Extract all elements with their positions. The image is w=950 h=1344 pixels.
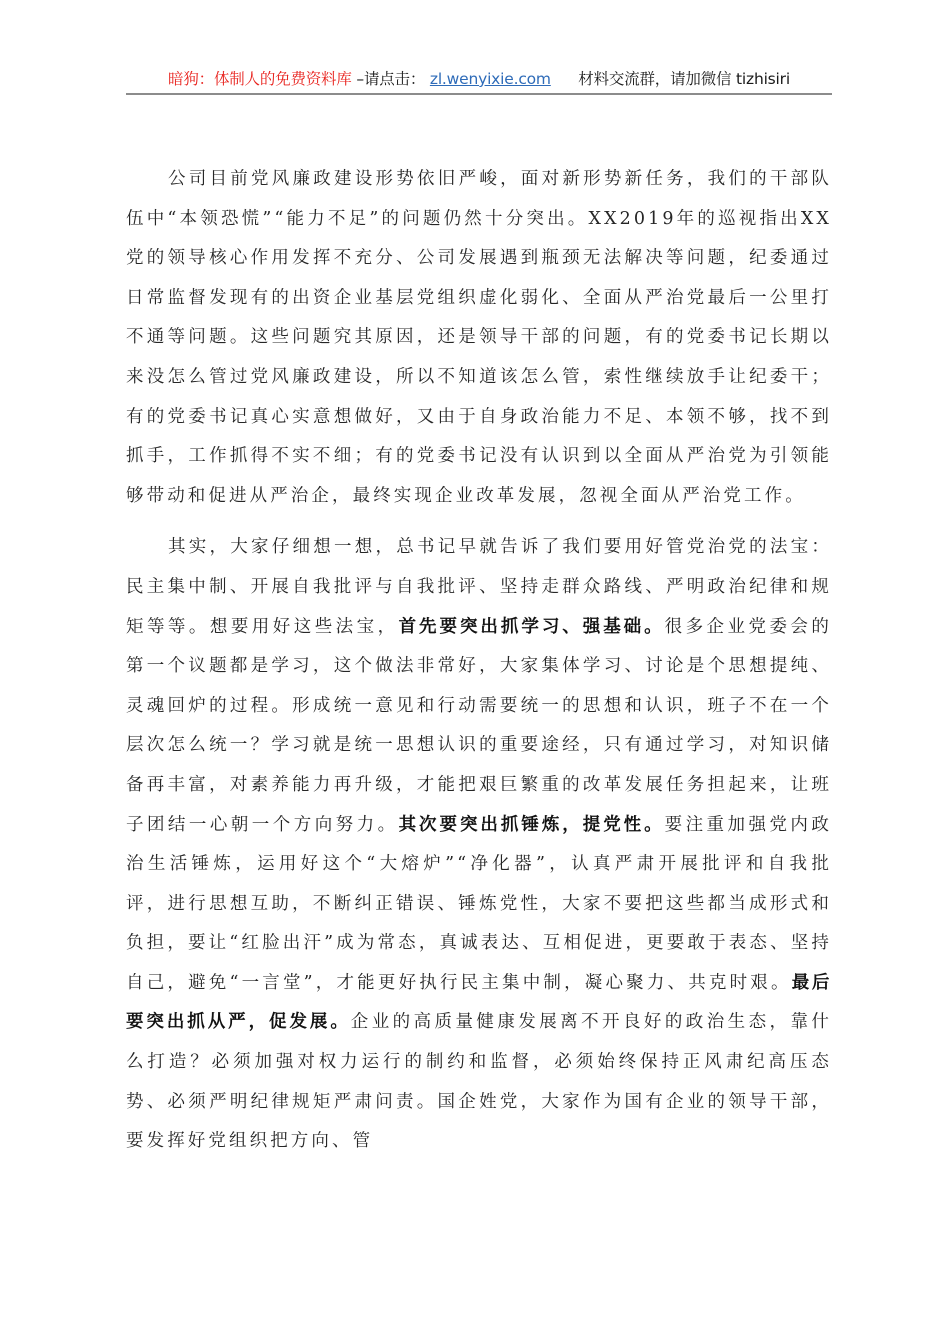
paragraph-2-text-d: 企业的高质量健康发展离不开良好的政治生态，靠什么打造？必须加强对权力运行的制约和监督，必须始终保持正风肃纪高压态势、必须严明纪律规矩严肃问责。国企姓党，大家作为国有企业的领导干部，要发挥好党组织把方向、管 xyxy=(126,1012,832,1152)
header-divider xyxy=(126,93,832,95)
emphasis-strict: 最后要突出抓从严，促发展。 xyxy=(126,972,832,1033)
paragraph-2 xyxy=(126,528,832,1162)
header-site-name: 暗狗：体制人的免费资料库 xyxy=(168,70,352,88)
header-contact: 材料交流群，请加微信 tizhisiri xyxy=(578,70,790,88)
page-header xyxy=(126,66,832,92)
emphasis-study: 首先要突出抓学习、强基础。 xyxy=(398,616,665,637)
paragraph-1 xyxy=(126,160,832,516)
emphasis-temper: 其次要突出抓锤炼，提党性。 xyxy=(398,814,665,835)
paragraph-1-text: 公司目前党风廉政建设形势依旧严峻，面对新形势新任务，我们的干部队伍中“本领恐慌”“能力不足”的问题仍然十分突出。XX2019年的巡视指出XX党的领导核心作用发挥不充分、公司发展遇到瓶颈无法解决等问题，纪委通过日常监督发现有的出资企业基层党组织虚化弱化、全面从严治党最后一公里打不通等问题。这些问题究其原因，还是领导干部的问题，有的党委书记长期以来没怎么管过党风廉政建设，所以不知道该怎么管，索性继续放手让纪委干；有的党委书记真心实意想做好，又由于自身政治能力不足、本领不够，找不到抓手，工作抓得不实不细；有的党委书记没有认识到以全面从严治党为引领能够带动和促进从严治企，最终实现企业改革发展，忽视全面从严治党工作。 xyxy=(126,169,832,506)
paragraph-2-text-c: 要注重加强党内政治生活锤炼，运用好这个“大熔炉”“净化器”，认真严肃开展批评和自我批评，进行思想互助，不断纠正错误、锤炼党性，大家不要把这些都当成形式和负担，要让“红脸出汗”成为常态，真诚表达、互相促进，更要敢于表态、坚持自己，避免“一言堂”，才能更好执行民主集中制，凝心聚力、共克时艰。 xyxy=(126,814,832,993)
header-prompt: –请点击： xyxy=(356,70,426,88)
paragraph-2-text-b: 很多企业党委会的第一个议题都是学习，这个做法非常好，大家集体学习、讨论是个思想提纯、灵魂回炉的过程。形成统一意见和行动需要统一的思想和认识，班子不在一个层次怎么统一？学习就是统一思想认识的重要途经，只有通过学习，对知识储备再丰富，对素养能力再升级，才能把艰巨繁重的改革发展任务担起来，让班子团结一心朝一个方向努力。 xyxy=(126,616,832,835)
paragraph-2-text-a: 其实，大家仔细想一想，总书记早就告诉了我们要用好管党治党的法宝：民主集中制、开展自我批评与自我批评、坚持走群众路线、严明政治纪律和规矩等等。想要用好这些法宝， xyxy=(126,537,832,637)
header-link[interactable]: zl.wenyixie.com xyxy=(429,70,551,88)
document-body xyxy=(126,160,832,1162)
